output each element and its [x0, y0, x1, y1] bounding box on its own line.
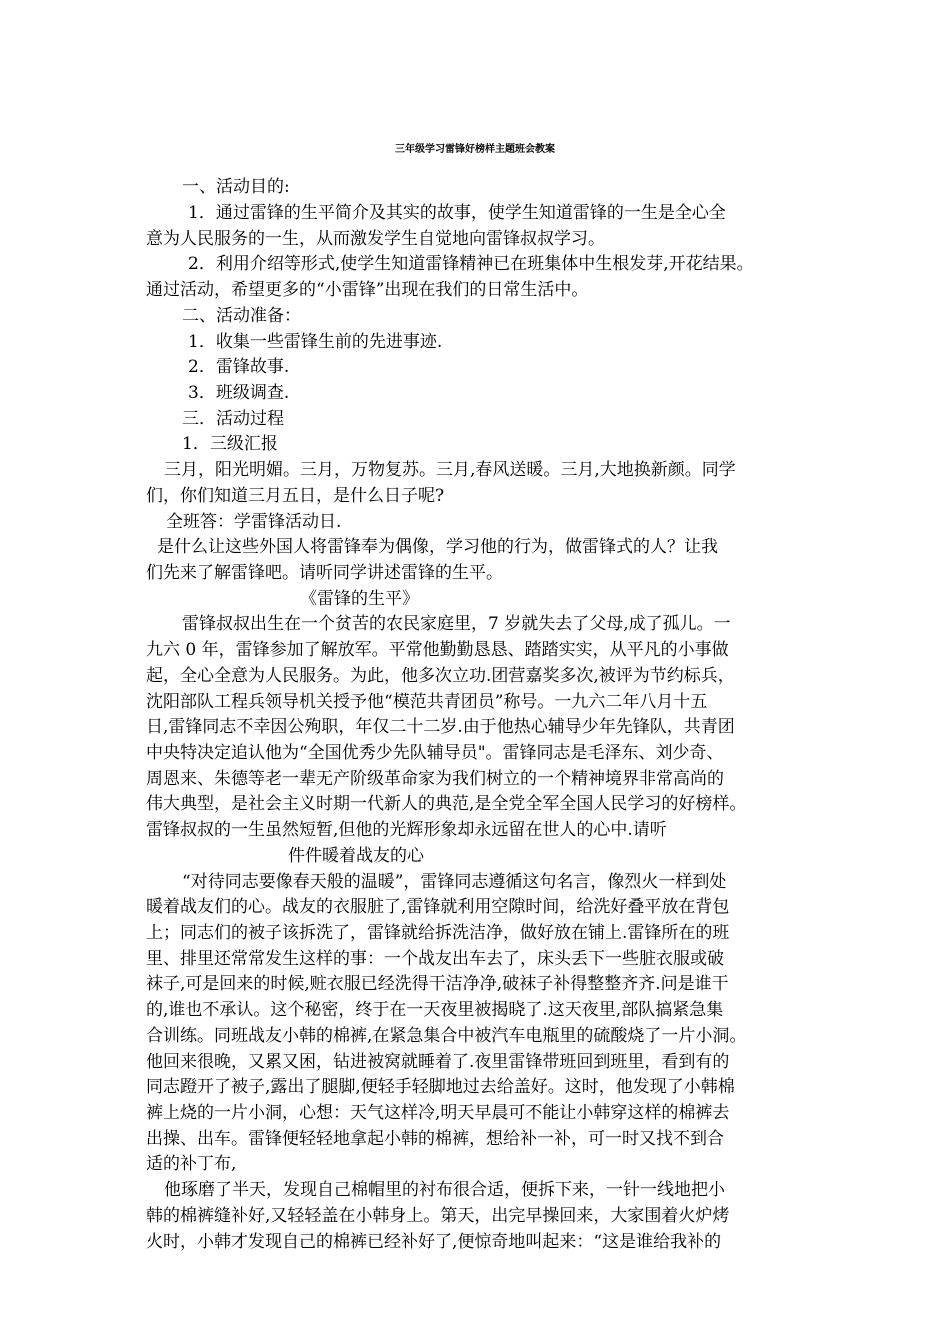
section-heading-preparation: 二、活动准备：: [182, 306, 301, 326]
goal-2-line-1: 2．利用介绍等形式,使学生知道雷锋精神已在班集体中生根发芽,开花结果。: [188, 254, 754, 274]
paragraph-line: 袜子,可是回来的时候,赃衣服已经洗得干洁净净,破袜子补得整整齐齐.问是谁干: [146, 974, 729, 994]
section-heading-process: 三．活动过程: [182, 409, 284, 429]
paragraph-line: 裤上烧的一片小洞，心想：天气这样冷,明天早晨可不能让小韩穿这样的棉裤去: [146, 1103, 730, 1123]
prep-item-2: 2．雷锋故事.: [188, 357, 290, 377]
goal-2-line-2: 通过活动，希望更多的“小雷锋”出现在我们的日常生活中。: [146, 280, 589, 300]
paragraph-line: 雷锋叔叔的一生虽然短暂,但他的光辉形象却永远留在世人的心中.请听: [146, 820, 667, 840]
paragraph-line: 出操、出车。雷锋便轻轻地拿起小韩的棉裤，想给补一补，可一时又找不到合: [146, 1129, 724, 1149]
paragraph-line: 全班答：学雷锋活动日.: [166, 512, 342, 532]
paragraph-line: 他回来很晚，又累又困，钻进被窝就睡着了.夜里雷锋带班回到班里，看到有的: [146, 1052, 730, 1072]
paragraph-line: 九六 0 年，雷锋参加了解放军。平常他勤勤恳恳、踏踏实实，从平凡的小事做: [146, 640, 729, 660]
story-title-warmth: 件件暖着战友的心: [288, 846, 424, 866]
paragraph-line: 同志蹬开了被子,露出了腿脚,便轻手轻脚地过去给盖好。这时，他发现了小韩棉: [146, 1077, 735, 1097]
paragraph-line: 沈阳部队工程兵领导机关授予他“模范共青团员”称号。一九六二年八月十五: [146, 692, 708, 712]
prep-item-1: 1．收集一些雷锋生前的先进事迹.: [188, 332, 443, 352]
paragraph-line: 们先来了解雷锋吧。请听同学讲述雷锋的生平。: [146, 563, 503, 583]
paragraph-line: 的,谁也不承认。这个秘密，终于在一天夜里被揭晓了.这天夜里,部队搞紧急集: [146, 1000, 724, 1020]
paragraph-line: 是什么让这些外国人将雷锋奉为偶像，学习他的行为，做雷锋式的人？让我: [157, 537, 718, 557]
paragraph-line: 日,雷锋同志不幸因公殉职，年仅二十二岁.由于他热心辅导少年先锋队，共青团: [146, 717, 735, 737]
paragraph-line: 他琢磨了半天，发现自己棉帽里的衬布很合适，便拆下来，一针一线地把小: [164, 1180, 725, 1200]
paragraph-line: 中央特决定追认他为“全国优秀少先队辅导员"。雷锋同志是毛泽东、刘少奇、: [146, 743, 724, 763]
paragraph-line: 里、排里还常常发生这样的事：一个战友出车去了，床头丢下一些脏衣服或破: [146, 949, 724, 969]
paragraph-line: 韩的棉裤缝补好,又轻轻盖在小韩身上。第天，出完早操回来，大家围着火炉烤: [146, 1206, 730, 1226]
paragraph-line: 适的补丁布,: [146, 1154, 237, 1174]
paragraph-line: “对待同志要像春天般的温暖”，雷锋同志遵循这句名言，像烈火一样到处: [182, 872, 727, 892]
paragraph-line: 三月，阳光明媚。三月，万物复苏。三月,春风送暖。三月,大地换新颜。同学: [164, 460, 736, 480]
paragraph-line: 们，你们知道三月五日，是什么日子呢?: [146, 486, 445, 506]
goal-1-line-2: 意为人民服务的一生，从而激发学生自觉地向雷锋叔叔学习。: [146, 229, 605, 249]
document-title: 三年级学习雷锋好榜样主题班会教案: [395, 144, 555, 155]
paragraph-line: 火时，小韩才发现自己的棉裤已经补好了,便惊奇地叫起来：“这是谁给我补的: [146, 1232, 722, 1252]
paragraph-line: 起，全心全意为人民服务。为此，他多次立功.团营嘉奖多次,被评为节约标兵，: [146, 666, 735, 686]
process-step-1: 1．三级汇报: [182, 434, 278, 454]
goal-1-line-1: 1．通过雷锋的生平简介及其实的故事，使学生知道雷锋的一生是全心全: [188, 203, 726, 223]
paragraph-line: 雷锋叔叔出生在一个贫苦的农民家庭里，7 岁就失去了父母,成了孤儿。一: [182, 614, 731, 634]
story-title-biography: 《雷锋的生平》: [300, 589, 419, 609]
paragraph-line: 暖着战友们的心。战友的衣服脏了,雷锋就利用空隙时间，给洗好叠平放在背包: [146, 897, 730, 917]
paragraph-line: 合训练。同班战友小韩的棉裤,在紧急集合中被汽车电瓶里的硫酸烧了一片小洞。: [146, 1026, 747, 1046]
paragraph-line: 伟大典型，是社会主义时期一代新人的典范,是全党全军全国人民学习的好榜样。: [146, 794, 747, 814]
paragraph-line: 周恩来、朱德等老一辈无产阶级革命家为我们树立的一个精神境界非常高尚的: [146, 769, 724, 789]
prep-item-3: 3．班级调查.: [188, 383, 290, 403]
section-heading-goals: 一、活动目的:: [182, 177, 290, 197]
paragraph-line: 上；同志们的被子该拆洗了，雷锋就给拆洗洁净，做好放在铺上.雷锋所在的班: [146, 923, 730, 943]
